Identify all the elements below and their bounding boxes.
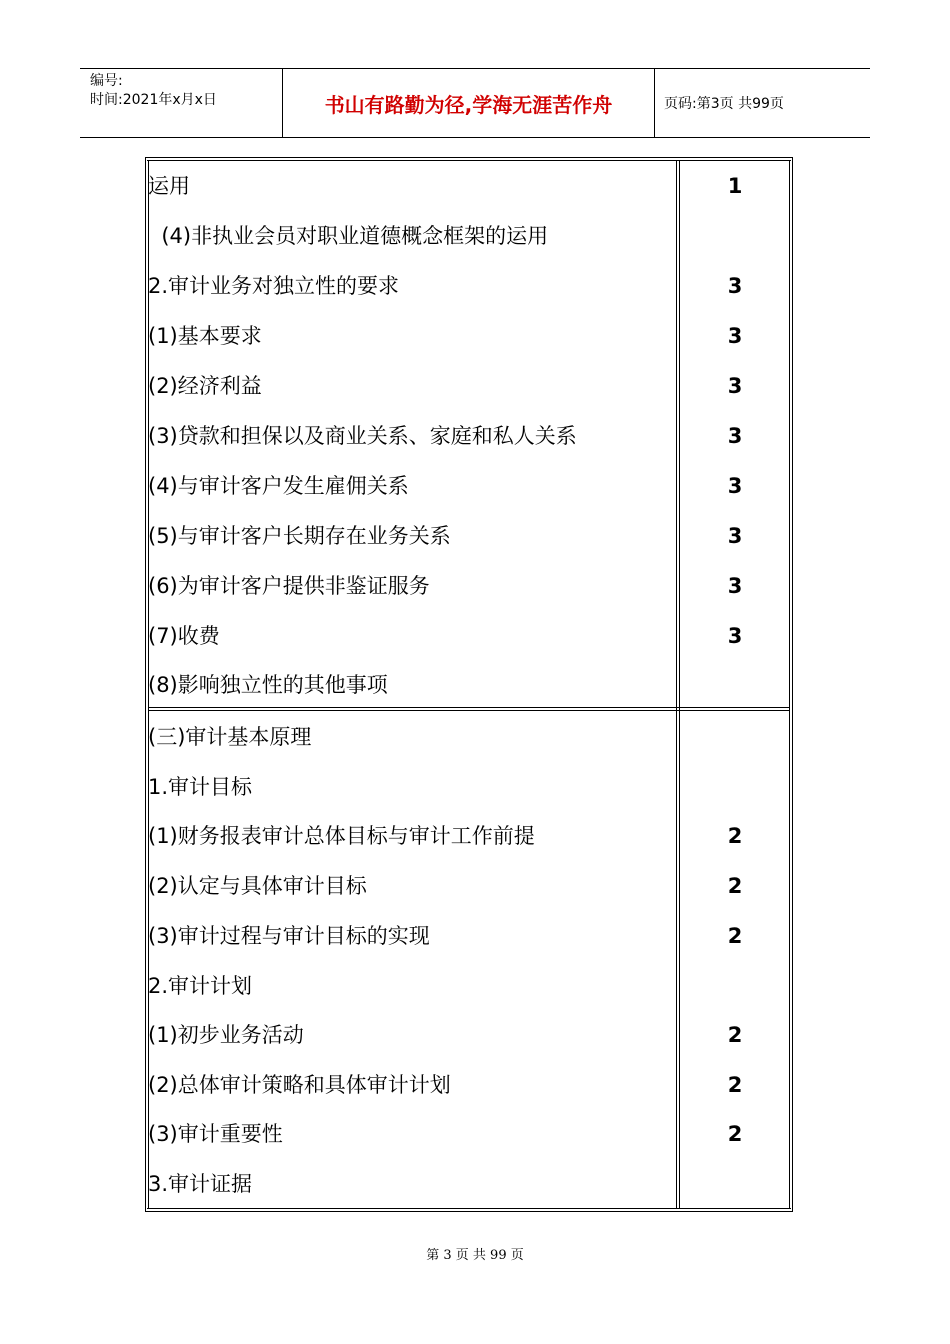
table-row <box>145 511 793 561</box>
header-divider <box>654 69 655 137</box>
page-header <box>80 68 870 138</box>
row-label: 2.审计业务对独立性的要求 <box>148 274 400 298</box>
header-page-info: 页码:第3页 共99页 <box>664 96 784 112</box>
row-label: (2)总体审计策略和具体审计计划 <box>148 1073 451 1097</box>
row-value <box>679 211 791 261</box>
row-value: 3 <box>727 274 743 298</box>
row-label: (三)审计基本原理 <box>148 725 312 749</box>
row-value: 2 <box>727 824 743 848</box>
row-value: 3 <box>727 474 743 498</box>
row-value: 3 <box>727 624 743 648</box>
table-row <box>145 811 793 861</box>
document-number-label: 编号: <box>90 73 123 89</box>
row-value <box>679 1159 791 1209</box>
row-label: (1)初步业务活动 <box>148 1023 304 1047</box>
row-label: (2)经济利益 <box>148 374 262 398</box>
row-value: 3 <box>727 424 743 448</box>
table-row <box>145 712 793 762</box>
row-label: (5)与审计客户长期存在业务关系 <box>148 524 451 548</box>
table-row <box>145 461 793 511</box>
table-row <box>145 361 793 411</box>
row-value: 2 <box>727 1122 743 1146</box>
row-value: 3 <box>727 524 743 548</box>
row-label: 运用 <box>148 174 190 198</box>
row-value <box>679 660 791 710</box>
table-row <box>145 660 793 710</box>
table-row <box>145 1109 793 1159</box>
table-row <box>145 1060 793 1110</box>
row-value <box>679 762 791 812</box>
row-label: (6)为审计客户提供非鉴证服务 <box>148 574 430 598</box>
row-value: 1 <box>727 174 743 198</box>
table-row <box>145 161 793 211</box>
row-label: (7)收费 <box>148 624 220 648</box>
table-row <box>145 861 793 911</box>
row-value: 3 <box>727 574 743 598</box>
row-value <box>679 712 791 762</box>
document-date-label: 时间:2021年x月x日 <box>90 92 217 108</box>
table-row <box>145 561 793 611</box>
table-row <box>145 211 793 261</box>
syllabus-table <box>145 157 793 1212</box>
table-row <box>145 611 793 661</box>
table-row <box>145 961 793 1011</box>
row-label: (3)审计重要性 <box>148 1122 283 1146</box>
table-row <box>145 762 793 812</box>
table-row <box>145 911 793 961</box>
header-motto: 书山有路勤为径,学海无涯苦作舟 <box>324 93 613 117</box>
row-label: (4)与审计客户发生雇佣关系 <box>148 474 409 498</box>
row-label: (3)贷款和担保以及商业关系、家庭和私人关系 <box>148 424 577 448</box>
row-label: (1)财务报表审计总体目标与审计工作前提 <box>148 824 535 848</box>
row-label: (3)审计过程与审计目标的实现 <box>148 924 430 948</box>
row-value: 2 <box>727 924 743 948</box>
table-row <box>145 1010 793 1060</box>
row-value: 3 <box>727 374 743 398</box>
row-label: (8)影响独立性的其他事项 <box>148 673 388 697</box>
row-label: 1.审计目标 <box>148 775 253 799</box>
row-label: 2.审计计划 <box>148 974 253 998</box>
row-label: (4)非执业会员对职业道德概念框架的运用 <box>148 224 549 248</box>
row-value <box>679 961 791 1011</box>
table-row <box>145 311 793 361</box>
table-row <box>145 411 793 461</box>
row-label: (1)基本要求 <box>148 324 262 348</box>
row-value: 3 <box>727 324 743 348</box>
row-label: 3.审计证据 <box>148 1172 253 1196</box>
row-value: 2 <box>727 1023 743 1047</box>
table-row <box>145 261 793 311</box>
page-footer: 第 3 页 共 99 页 <box>426 1248 524 1263</box>
row-value: 2 <box>727 874 743 898</box>
row-value: 2 <box>727 1073 743 1097</box>
table-row <box>145 1159 793 1209</box>
row-label: (2)认定与具体审计目标 <box>148 874 367 898</box>
